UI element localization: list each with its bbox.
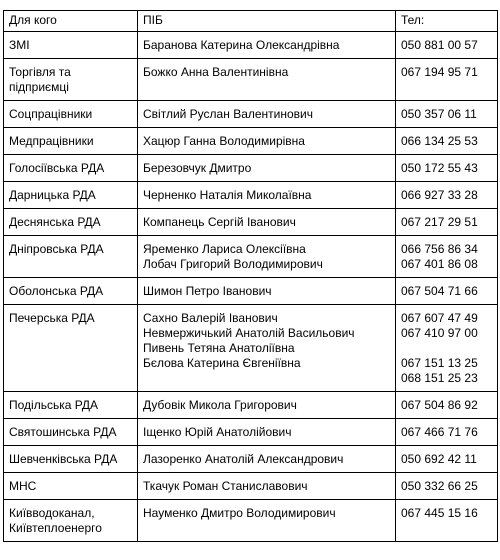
cell-name xyxy=(138,392,396,419)
phone-number: 067 504 71 66 xyxy=(401,284,478,298)
cell-for-whom: Шевченківська РДА xyxy=(4,446,138,473)
cell-name xyxy=(138,128,396,155)
phone-number xyxy=(401,341,493,356)
person-name: Світлий Руслан Валентинович xyxy=(143,107,313,121)
person-name: Божко Анна Валентинівна xyxy=(143,65,289,79)
person-name: Іщенко Юрій Анатолійович xyxy=(143,425,292,439)
cell-name xyxy=(138,419,396,446)
cell-for-whom: МНС xyxy=(4,473,138,500)
cell-phone xyxy=(396,101,498,128)
table-row xyxy=(4,419,498,446)
person-name: Науменко Дмитро Володимирович xyxy=(143,506,336,520)
table-row xyxy=(4,101,498,128)
table-row xyxy=(4,500,498,542)
person-name: Пивень Тетяна Анатоліївна xyxy=(143,341,295,355)
cell-name xyxy=(138,209,396,236)
cell-for-whom: ЗМІ xyxy=(4,32,138,59)
table-row xyxy=(4,128,498,155)
person-name: Березовчук Дмитро xyxy=(143,161,252,175)
cell-phone xyxy=(396,392,498,419)
cell-name xyxy=(138,101,396,128)
header-name: ПІБ xyxy=(138,11,396,32)
person-name: Шимон Петро Іванович xyxy=(143,284,272,298)
cell-for-whom: Торгівля та підприємці xyxy=(4,59,138,101)
table-row xyxy=(4,305,498,392)
person-name: Бєлова Катерина Євгеніївна xyxy=(143,356,301,370)
cell-phone xyxy=(396,278,498,305)
person-name: Лобач Григорий Володимирович xyxy=(143,257,323,271)
person-name: Ткачук Роман Станиславович xyxy=(143,479,308,493)
cell-for-whom: Печерська РДА xyxy=(4,305,138,392)
table-row xyxy=(4,392,498,419)
cell-name xyxy=(138,32,396,59)
cell-name xyxy=(138,473,396,500)
phone-number: 050 357 06 11 xyxy=(401,107,477,121)
cell-name xyxy=(138,500,396,542)
person-name: Баранова Катерина Олександрівна xyxy=(143,38,340,52)
cell-phone xyxy=(396,446,498,473)
header-row xyxy=(4,11,498,32)
cell-phone xyxy=(396,128,498,155)
phone-number: 067 194 95 71 xyxy=(401,65,478,79)
person-name: Лазоренко Анатолій Александрович xyxy=(143,452,344,466)
table-row xyxy=(4,32,498,59)
person-name: Компанець Сергій Іванович xyxy=(143,215,296,229)
table-row xyxy=(4,155,498,182)
contacts-table xyxy=(3,10,498,542)
cell-name xyxy=(138,59,396,101)
cell-for-whom: Голосіївська РДА xyxy=(4,155,138,182)
person-name: Хацюр Ганна Володимирівна xyxy=(143,134,305,148)
table-row xyxy=(4,182,498,209)
cell-phone xyxy=(396,32,498,59)
person-name: Черненко Наталія Миколаївна xyxy=(143,188,312,202)
header-phone: Тел: xyxy=(396,11,498,32)
cell-name xyxy=(138,278,396,305)
cell-for-whom: Медпрацівники xyxy=(4,128,138,155)
phone-number: 067 466 71 76 xyxy=(401,425,478,439)
table-row xyxy=(4,59,498,101)
cell-name xyxy=(138,236,396,278)
cell-for-whom: Святошинська РДА xyxy=(4,419,138,446)
cell-phone xyxy=(396,500,498,542)
cell-for-whom: Дніпровська РДА xyxy=(4,236,138,278)
phone-number: 067 401 86 08 xyxy=(401,257,478,271)
cell-name xyxy=(138,155,396,182)
phone-number: 068 151 25 23 xyxy=(401,371,478,385)
phone-number: 066 927 33 28 xyxy=(401,188,478,202)
cell-phone xyxy=(396,182,498,209)
person-name: Дубовік Микола Григорович xyxy=(143,398,297,412)
table-row xyxy=(4,278,498,305)
phone-number: 067 410 97 00 xyxy=(401,326,478,340)
person-name: Сахно Валерій Іванович xyxy=(143,311,278,325)
table-row xyxy=(4,209,498,236)
cell-phone xyxy=(396,155,498,182)
cell-for-whom: Дарницька РДА xyxy=(4,182,138,209)
cell-phone xyxy=(396,473,498,500)
cell-name xyxy=(138,182,396,209)
cell-for-whom: Деснянська РДА xyxy=(4,209,138,236)
cell-phone xyxy=(396,419,498,446)
phone-number: 050 332 66 25 xyxy=(401,479,478,493)
header-for-whom: Для кого xyxy=(4,11,138,32)
person-name: Невмержичький Анатолій Васильович xyxy=(143,326,355,340)
phone-number: 067 217 29 51 xyxy=(401,215,478,229)
cell-phone xyxy=(396,209,498,236)
phone-number: 050 692 42 11 xyxy=(401,452,477,466)
phone-number: 066 756 86 34 xyxy=(401,242,478,256)
phone-number: 066 134 25 53 xyxy=(401,134,478,148)
cell-for-whom: Київводоканал, Київтеплоенерго xyxy=(4,500,138,542)
phone-number: 067 504 86 92 xyxy=(401,398,478,412)
cell-phone xyxy=(396,305,498,392)
table-row xyxy=(4,473,498,500)
phone-number: 050 172 55 43 xyxy=(401,161,478,175)
phone-number: 067 607 47 49 xyxy=(401,311,478,325)
cell-phone xyxy=(396,59,498,101)
cell-for-whom: Оболонська РДА xyxy=(4,278,138,305)
cell-name xyxy=(138,446,396,473)
table-row xyxy=(4,236,498,278)
cell-for-whom: Соцпрацівники xyxy=(4,101,138,128)
person-name: Яременко Лариса Олексіївна xyxy=(143,242,306,256)
cell-name xyxy=(138,305,396,392)
cell-for-whom: Подільська РДА xyxy=(4,392,138,419)
phone-number: 067 445 15 16 xyxy=(401,506,478,520)
table-row xyxy=(4,446,498,473)
phone-number: 050 881 00 57 xyxy=(401,38,478,52)
cell-phone xyxy=(396,236,498,278)
phone-number: 067 151 13 25 xyxy=(401,356,478,370)
